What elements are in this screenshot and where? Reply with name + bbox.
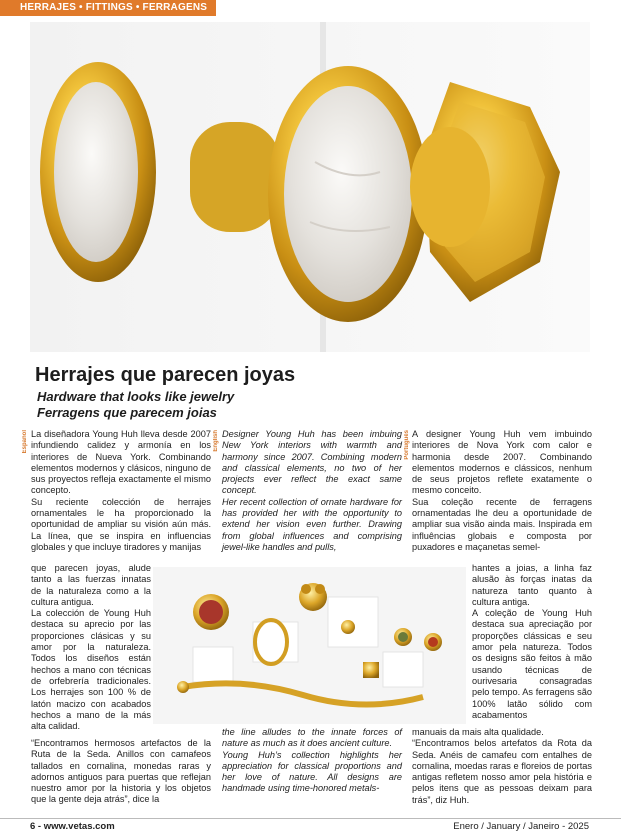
spanish-paragraph-3: que parecen joyas, alude tanto a las fuerzas innatas de la naturaleza como a la cultura antigua. [31, 563, 151, 607]
spanish-column-bottom [31, 738, 211, 806]
english-paragraph-3: the line alludes to the innate forces of nature as much as it does ancient culture. [222, 727, 402, 749]
spanish-paragraph-5: “Encontramos hermosos artefactos de la Ruta de la Seda. Anillos con camafeos tallados en cornalina, monedas raras y adornos antiguos para puertas que reflejan nuestro amor por la historia y los objetos que la gente deja atrás”, dice la [31, 738, 211, 805]
portuguese-paragraph-3: hantes a joias, a linha faz alusão às forças inatas da natureza tanto quanto à cultura antiga. [472, 563, 592, 607]
language-label-english: English [213, 430, 219, 452]
article-title: Herrajes que parecen joyas [35, 364, 296, 386]
portuguese-paragraph-6: “Encontramos belos artefatos da Rota da Seda. Anéis de camafeu com entalhes de cornalina, moedas raras e floreios de portas antigas refletem nosso amor pela história e pelos itens que as pessoas deixam para trás”, diz Huh. [412, 738, 592, 805]
hardware-collection-illustration [153, 567, 466, 724]
portuguese-column [412, 429, 592, 553]
english-paragraph-1: Designer Young Huh has been imbuing New York interiors with warmth and harmony since 2007. Combining modern and classical elements, no two of her projects ever reflect the exact same concept. [222, 429, 402, 496]
portuguese-column-narrow [472, 563, 592, 721]
spanish-column [31, 429, 211, 553]
language-label-spanish: Español [22, 430, 28, 454]
language-label-portuguese: Português [404, 430, 410, 460]
portuguese-paragraph-5: manuais da mais alta qualidade. [412, 727, 544, 737]
spanish-paragraph-1: La diseñadora Young Huh lleva desde 2007 infundiendo calidez y armonía en los interiores de Nueva York. Combinando elementos modernos y clásicos, ninguno de sus proyectos refleja exactamente el mismo concepto. [31, 429, 211, 496]
product-photo-hardware-collection [153, 567, 466, 724]
spanish-paragraph-2: Su reciente colección de herrajes ornamentales le ha proporcionado la oportunidad de ampliar su visión aún más. La línea, que se inspira en influencias globales y que incluye tiradores y manijas [31, 496, 211, 552]
footer-divider [0, 818, 621, 819]
spanish-column-narrow [31, 563, 151, 732]
english-paragraph-4: Young Huh’s collection highlights her appreciation for classical proportions and her love of nature. All designs are handmade using time-honored metals- [222, 749, 402, 794]
door-knobs-illustration [30, 22, 590, 352]
portuguese-paragraph-2: Sua coleção recente de ferragens ornamentadas lhe deu a oportunidade de ampliar sua visão ainda mais. Inspirada em influências globais e composta por puxadores e maçanetas semel- [412, 496, 592, 552]
footer-date: Enero / January / Janeiro - 2025 [453, 821, 589, 832]
portuguese-paragraph-1: A designer Young Huh vem imbuindo interiores de Nova York com calor e harmonia desde 2007. Combinando elementos modernos e clássicos, nenhum de seus projetos reflete exatamente o mesmo conceito. [412, 429, 592, 496]
portuguese-column-bottom [412, 727, 592, 806]
article-subtitle-english: Hardware that looks like jewelry [37, 389, 235, 404]
portuguese-paragraph-4: A coleção de Young Huh destaca sua apreciação por proporções clássicas e seu amor pela natureza. Todos os designs são feitos à mão usando técnicas de ourivesaria consagradas pelo tempo. As ferragens são 100% latão sólido com acabamentos [472, 608, 592, 720]
footer-page-site: 6 - www.vetas.com [30, 821, 115, 832]
section-tag: HERRAJES • FITTINGS • FERRAGENS [0, 0, 216, 16]
english-column [222, 429, 402, 553]
hero-photo-door-knobs [30, 22, 590, 352]
article-subtitle-portuguese: Ferragens que parecem joias [37, 405, 217, 420]
spanish-paragraph-4: La colección de Young Huh destaca su aprecio por las proporciones clásicas y su amor por la naturaleza. Todos los diseños están hechos a mano con técnicas de orfebrería tradicionales. Los herrajes son 100 % de latón macizo con acabados hechos a mano de la más alta calidad. [31, 608, 151, 732]
english-column-bottom [222, 727, 402, 795]
english-paragraph-2: Her recent collection of ornate hardware for has provided her with the opportunity to extend her vision even further. Drawing from global influences and comprising jewel-like handles and pulls, [222, 496, 402, 552]
